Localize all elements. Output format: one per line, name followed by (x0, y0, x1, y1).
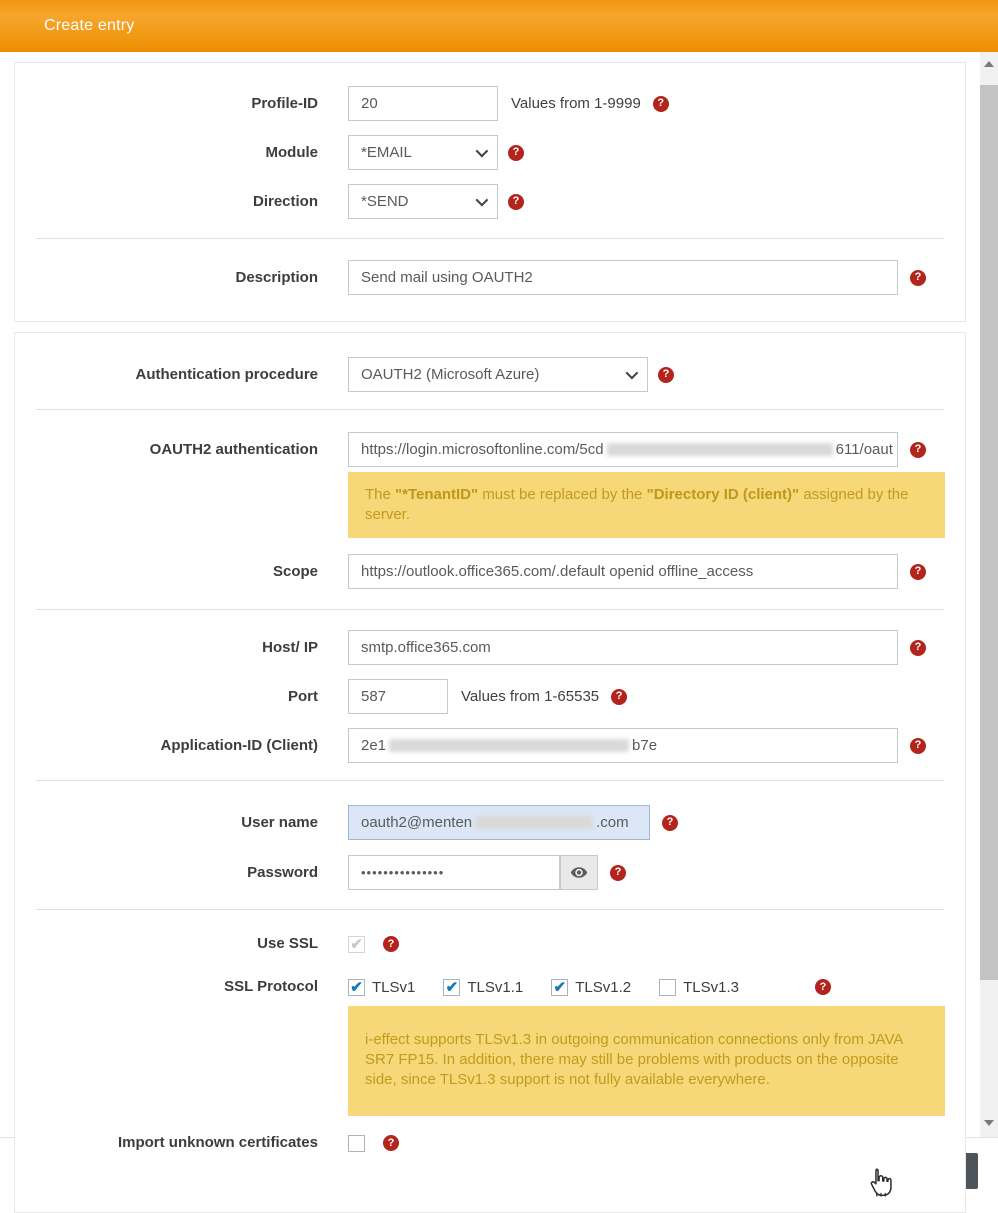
use-ssl-checkbox (348, 936, 365, 953)
chevron-down-icon (476, 145, 489, 158)
redacted-blur (475, 816, 593, 829)
username-value-prefix: oauth2@menten (361, 814, 473, 831)
dialog-titlebar (0, 0, 998, 52)
application-id-value-prefix: 2e1 (361, 737, 387, 754)
application-id-label: Application-ID (Client) (160, 736, 318, 754)
module-row (36, 135, 944, 170)
application-id-row (36, 728, 944, 763)
password-row (36, 855, 944, 890)
scope-row (36, 554, 944, 589)
tlsv1-2-label: TLSv1.2 (575, 978, 632, 996)
chevron-down-icon (476, 194, 489, 207)
oauth2-auth-value-suffix: 611/oaut (835, 441, 893, 458)
host-help-icon[interactable]: ? (910, 640, 926, 656)
oauth2-auth-value-prefix: https://login.microsoftonline.com/5cd (361, 441, 604, 458)
port-label: Port (288, 687, 318, 705)
divider (36, 409, 944, 410)
tlsv1-2-checkbox[interactable] (551, 979, 568, 996)
tlsv1-checkbox[interactable] (348, 979, 365, 996)
username-label: User name (241, 813, 318, 831)
tlsv1-option (348, 979, 415, 996)
username-value-suffix: .com (596, 814, 629, 831)
tenant-id-note (348, 472, 945, 538)
triangle-down-icon (984, 1120, 994, 1126)
tlsv1-1-label: TLSv1.1 (467, 978, 524, 996)
divider (36, 909, 944, 910)
note-bold-directory-id: "Directory ID (client)" (646, 486, 800, 503)
port-help-icon[interactable]: ? (611, 689, 627, 705)
triangle-up-icon (984, 61, 994, 67)
description-label: Description (235, 268, 318, 286)
note-text: must be replaced by the (478, 486, 647, 503)
direction-select-value: *SEND (361, 193, 409, 210)
profile-id-input[interactable] (348, 86, 498, 121)
auth-procedure-label: Authentication procedure (135, 365, 318, 383)
import-certs-checkbox[interactable] (348, 1135, 365, 1152)
description-input[interactable] (348, 260, 898, 295)
redacted-blur (389, 739, 629, 752)
import-certs-label: Import unknown certificates (117, 1134, 318, 1151)
profile-id-row (36, 86, 944, 121)
redacted-blur (607, 443, 833, 456)
port-input[interactable] (348, 679, 448, 714)
description-row (36, 260, 944, 295)
scope-input[interactable] (348, 554, 898, 589)
form-scroll-region (0, 52, 998, 1151)
note-bold-tenantid: "*TenantID" (395, 486, 479, 503)
password-input[interactable] (348, 855, 560, 890)
panel-general (14, 62, 966, 322)
profile-id-help-icon[interactable]: ? (653, 96, 669, 112)
auth-procedure-help-icon[interactable]: ? (658, 367, 674, 383)
password-help-icon[interactable]: ? (610, 865, 626, 881)
module-label: Module (265, 143, 318, 161)
username-input[interactable] (348, 805, 650, 840)
port-hint: Values from 1-65535 (461, 688, 600, 705)
import-certs-help-icon[interactable]: ? (383, 1135, 399, 1151)
scope-label: Scope (272, 562, 318, 580)
host-input[interactable] (348, 630, 898, 665)
profile-id-label: Profile-ID (251, 94, 318, 112)
ssl-protocol-help-icon[interactable]: ? (815, 979, 831, 995)
auth-procedure-row (36, 357, 944, 392)
scope-help-icon[interactable]: ? (910, 564, 926, 580)
tlsv1-1-checkbox[interactable] (443, 979, 460, 996)
module-help-icon[interactable]: ? (508, 145, 524, 161)
tlsv1-3-label: TLSv1.3 (683, 978, 739, 996)
oauth2-auth-label: OAUTH2 authentication (149, 440, 318, 458)
tlsv1-3-option (659, 979, 739, 996)
oauth2-auth-help-icon[interactable]: ? (910, 442, 926, 458)
tls13-note (348, 1006, 945, 1116)
oauth2-auth-input[interactable] (348, 432, 898, 467)
tlsv1-1-option (443, 979, 523, 996)
application-id-input[interactable] (348, 728, 898, 763)
port-row (36, 679, 944, 714)
host-label: Host/ IP (262, 638, 318, 656)
direction-help-icon[interactable]: ? (508, 194, 524, 210)
username-row (36, 805, 944, 840)
password-label: Password (247, 863, 318, 881)
description-help-icon[interactable]: ? (910, 270, 926, 286)
direction-row (36, 184, 944, 219)
profile-id-hint: Values from 1-9999 (511, 95, 641, 112)
oauth2-auth-row (36, 432, 944, 467)
use-ssl-help-icon[interactable]: ? (383, 936, 399, 952)
scrollbar-up-arrow[interactable] (980, 56, 998, 72)
use-ssl-row (36, 935, 944, 953)
module-select[interactable] (348, 135, 498, 170)
tlsv1-2-option (551, 979, 631, 996)
direction-label: Direction (252, 192, 318, 210)
import-certs-row (36, 1134, 944, 1152)
scrollbar-thumb[interactable] (980, 85, 998, 980)
ssl-protocol-label: SSL Protocol (224, 978, 318, 995)
dialog-title: Create entry (44, 17, 135, 34)
auth-procedure-select-value: OAUTH2 (Microsoft Azure) (361, 366, 540, 383)
application-id-value-suffix: b7e (632, 737, 658, 754)
tlsv1-label: TLSv1 (372, 978, 416, 996)
note-text: The (365, 486, 396, 503)
host-row (36, 630, 944, 665)
eye-icon (570, 866, 588, 879)
note-text: i-effect supports TLSv1.3 in outgoing communication connections only from JAVA SR7 FP15. In addition, there may still be problems with products on the opposite side, since TLSv1.3 support is not fully available everywhere. (365, 1031, 903, 1088)
note-text: assigned by the server. (365, 486, 909, 523)
ssl-protocol-row (36, 978, 944, 996)
module-select-value: *EMAIL (361, 144, 412, 161)
username-help-icon[interactable]: ? (662, 815, 678, 831)
divider (36, 609, 944, 610)
tlsv1-3-checkbox[interactable] (659, 979, 676, 996)
chevron-down-icon (626, 367, 639, 380)
direction-select[interactable] (348, 184, 498, 219)
divider (36, 238, 944, 239)
use-ssl-label: Use SSL (257, 935, 318, 952)
panel-connection (14, 332, 966, 1213)
application-id-help-icon[interactable]: ? (910, 738, 926, 754)
scrollbar[interactable] (980, 52, 998, 1137)
show-password-button[interactable] (560, 855, 598, 890)
auth-procedure-select[interactable] (348, 357, 648, 392)
divider (36, 780, 944, 781)
scrollbar-down-arrow[interactable] (980, 1115, 998, 1131)
